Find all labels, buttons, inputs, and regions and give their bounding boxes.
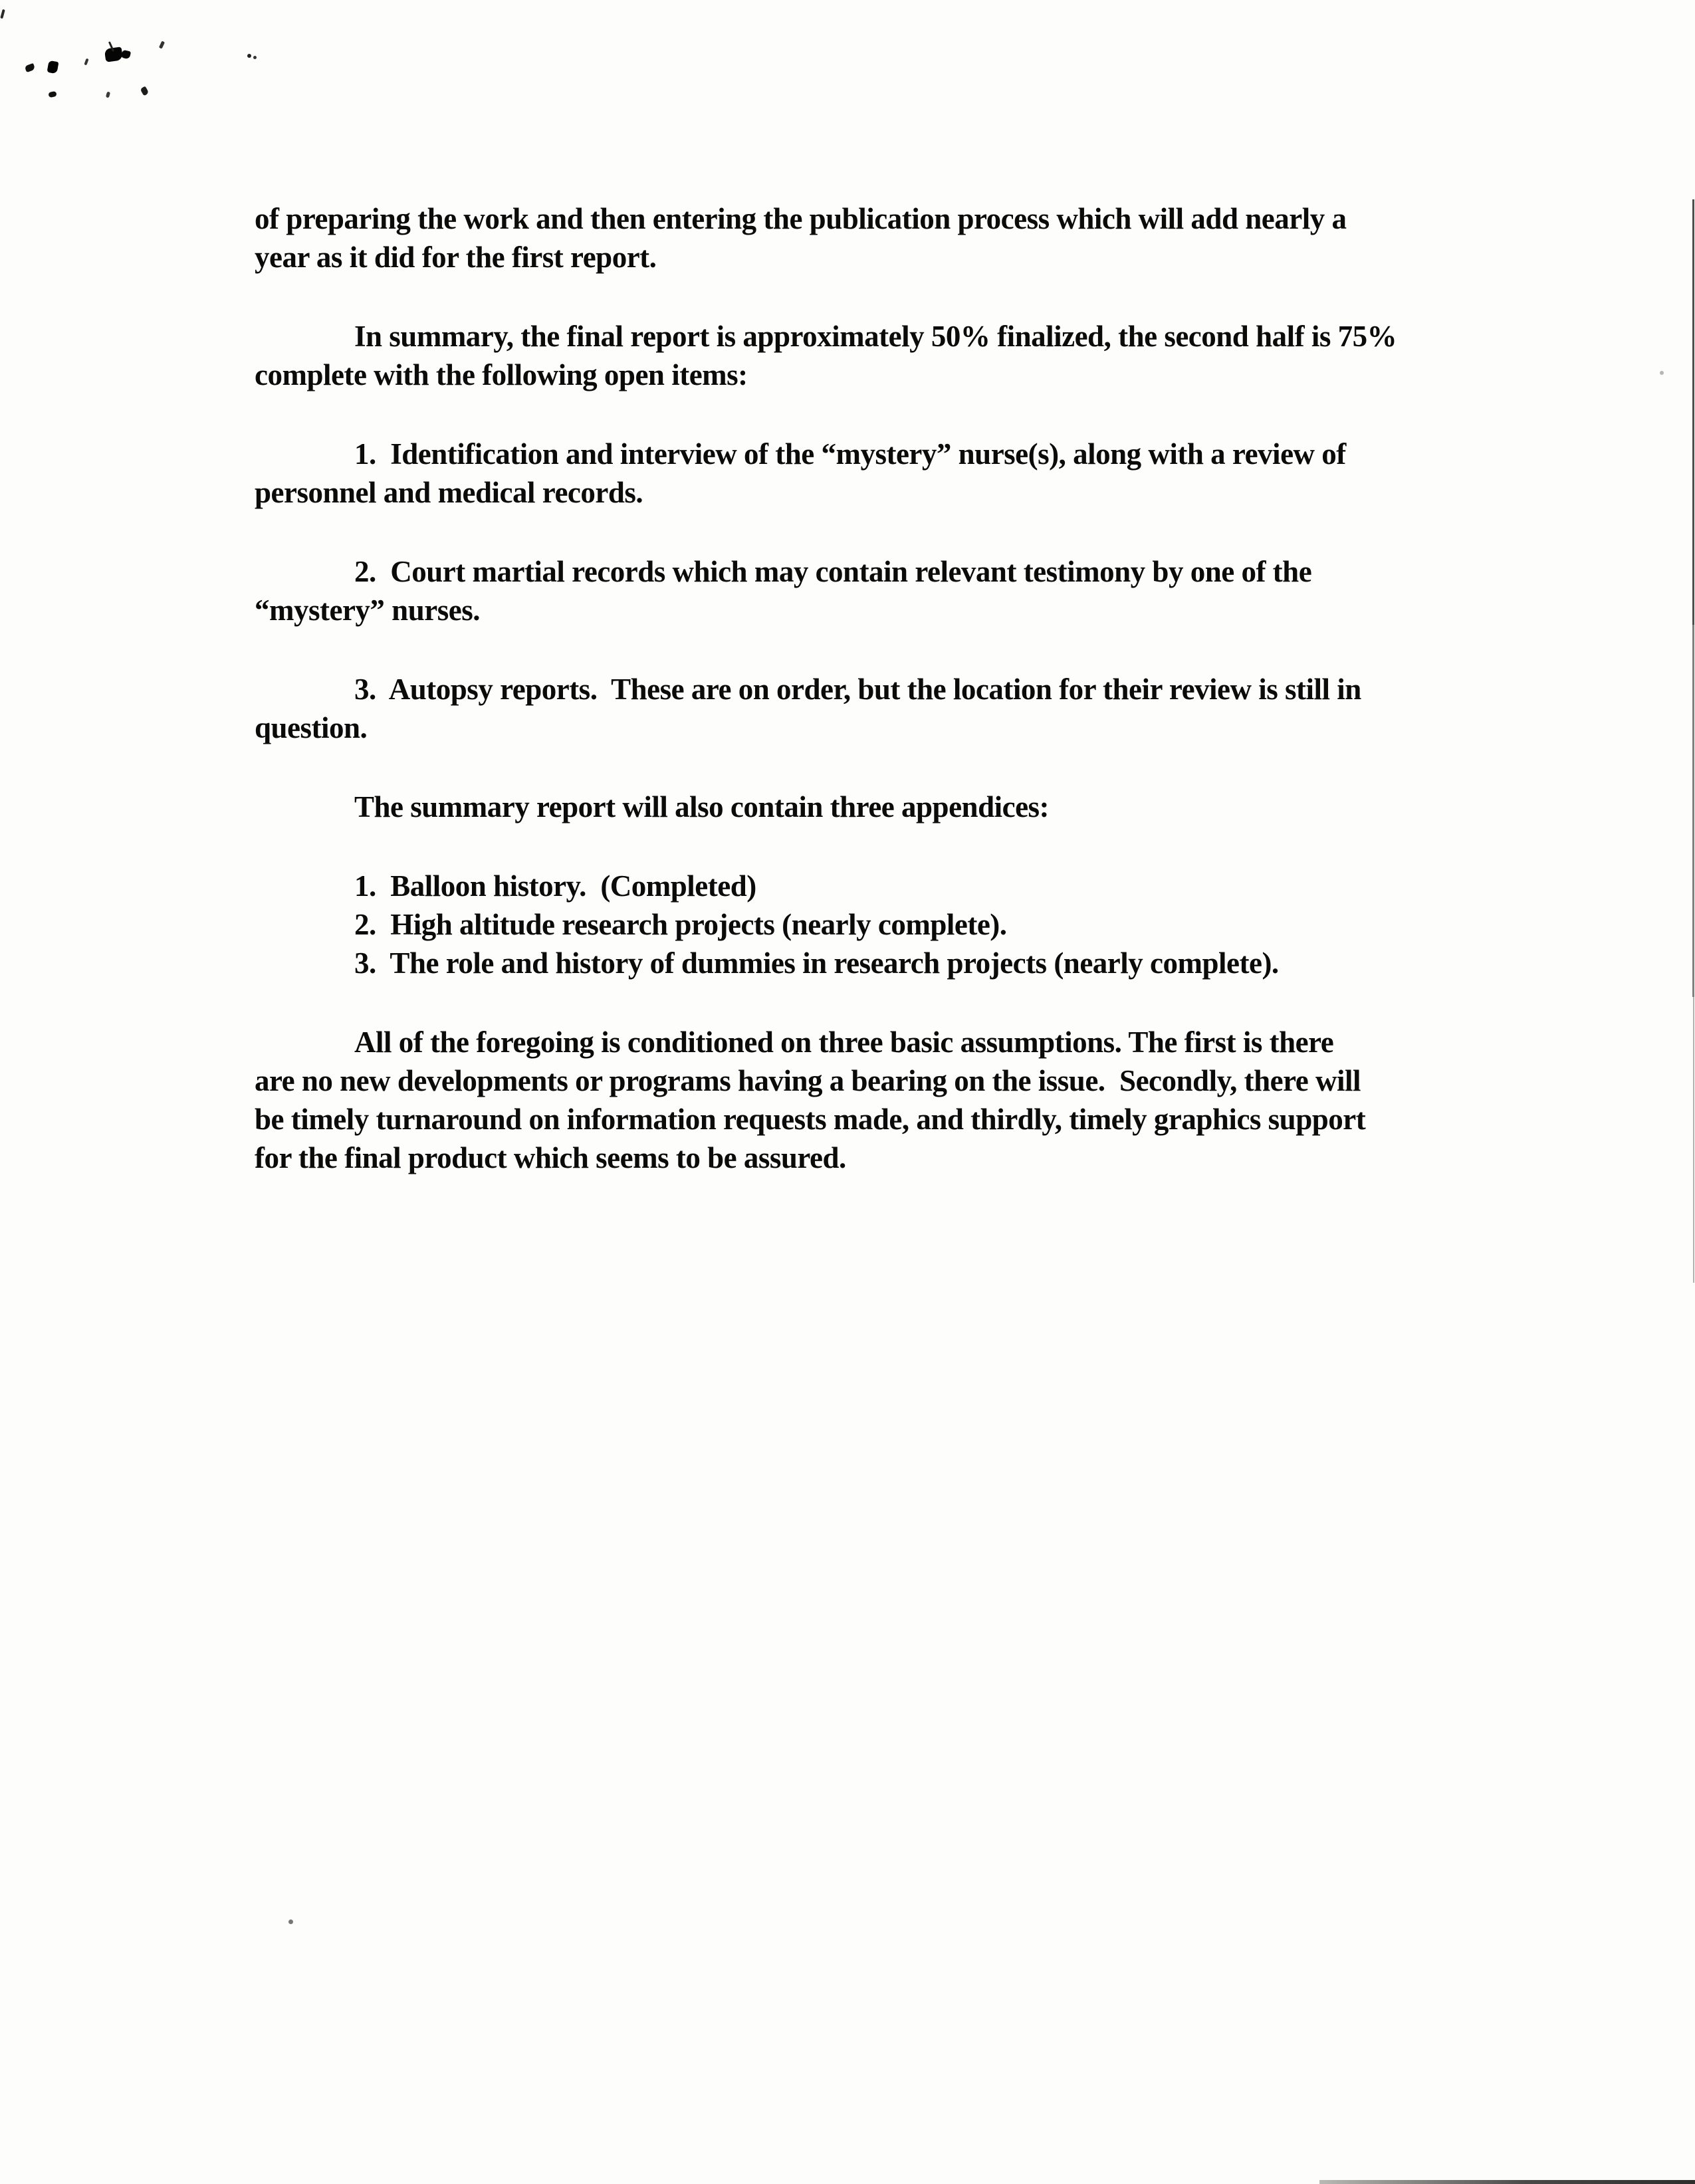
scan-speck <box>0 9 5 19</box>
scan-speck <box>247 54 251 58</box>
document-body <box>255 199 1478 1218</box>
scan-speck <box>25 63 36 72</box>
text-line: be timely turnaround on information requests made, and thirdly, timely graphics support <box>255 1103 1366 1136</box>
text-line: “mystery” nurses. <box>255 594 480 627</box>
text-line: 1. Balloon history. (Completed) <box>354 869 756 903</box>
scan-speck <box>48 91 56 98</box>
numbered-item <box>255 435 1478 512</box>
scan-speck <box>47 60 59 74</box>
scan-bottom-strip <box>1319 2180 1695 2184</box>
scan-edge-line <box>1692 625 1694 997</box>
text-line: of preparing the work and then entering the publication process which will add nearly a <box>255 202 1347 235</box>
scan-speck <box>140 86 150 96</box>
numbered-item <box>255 552 1478 629</box>
paragraph <box>255 317 1478 394</box>
scan-speck <box>106 91 110 98</box>
scan-edge-line <box>1692 199 1694 625</box>
scan-speck <box>253 56 257 59</box>
text-line: 3. Autopsy reports. These are on order, but the location for their review is still in <box>354 673 1361 706</box>
text-line: In summary, the final report is approximately 50% finalized, the second half is 75% <box>354 320 1397 353</box>
text-line: complete with the following open items: <box>255 358 748 391</box>
paragraph <box>255 788 1478 826</box>
paragraph <box>255 199 1478 276</box>
text-line: 1. Identification and interview of the “mystery” nurse(s), along with a review of <box>354 437 1346 471</box>
text-line: 2. High altitude research projects (nearly complete). <box>354 908 1007 941</box>
scan-speck <box>288 1919 293 1924</box>
text-line: are no new developments or programs having a bearing on the issue. Secondly, there will <box>255 1064 1361 1097</box>
paragraph <box>255 1023 1478 1177</box>
text-line: question. <box>255 711 368 744</box>
scan-speck <box>84 58 88 66</box>
text-line: 3. The role and history of dummies in research projects (nearly complete). <box>354 946 1279 980</box>
scan-edge-line <box>1693 997 1694 1283</box>
text-line: All of the foregoing is conditioned on three basic assumptions. The first is there <box>354 1026 1334 1059</box>
scan-speck <box>159 41 165 49</box>
scan-speck <box>1660 371 1664 375</box>
text-line: The summary report will also contain three appendices: <box>354 790 1050 823</box>
numbered-list <box>255 867 1478 982</box>
text-line: year as it did for the first report. <box>255 241 657 274</box>
numbered-item <box>255 670 1478 747</box>
text-line: for the final product which seems to be assured. <box>255 1141 846 1174</box>
text-line: 2. Court martial records which may contain relevant testimony by one of the <box>354 555 1312 588</box>
text-line: personnel and medical records. <box>255 476 643 509</box>
scan-speck <box>121 50 132 60</box>
